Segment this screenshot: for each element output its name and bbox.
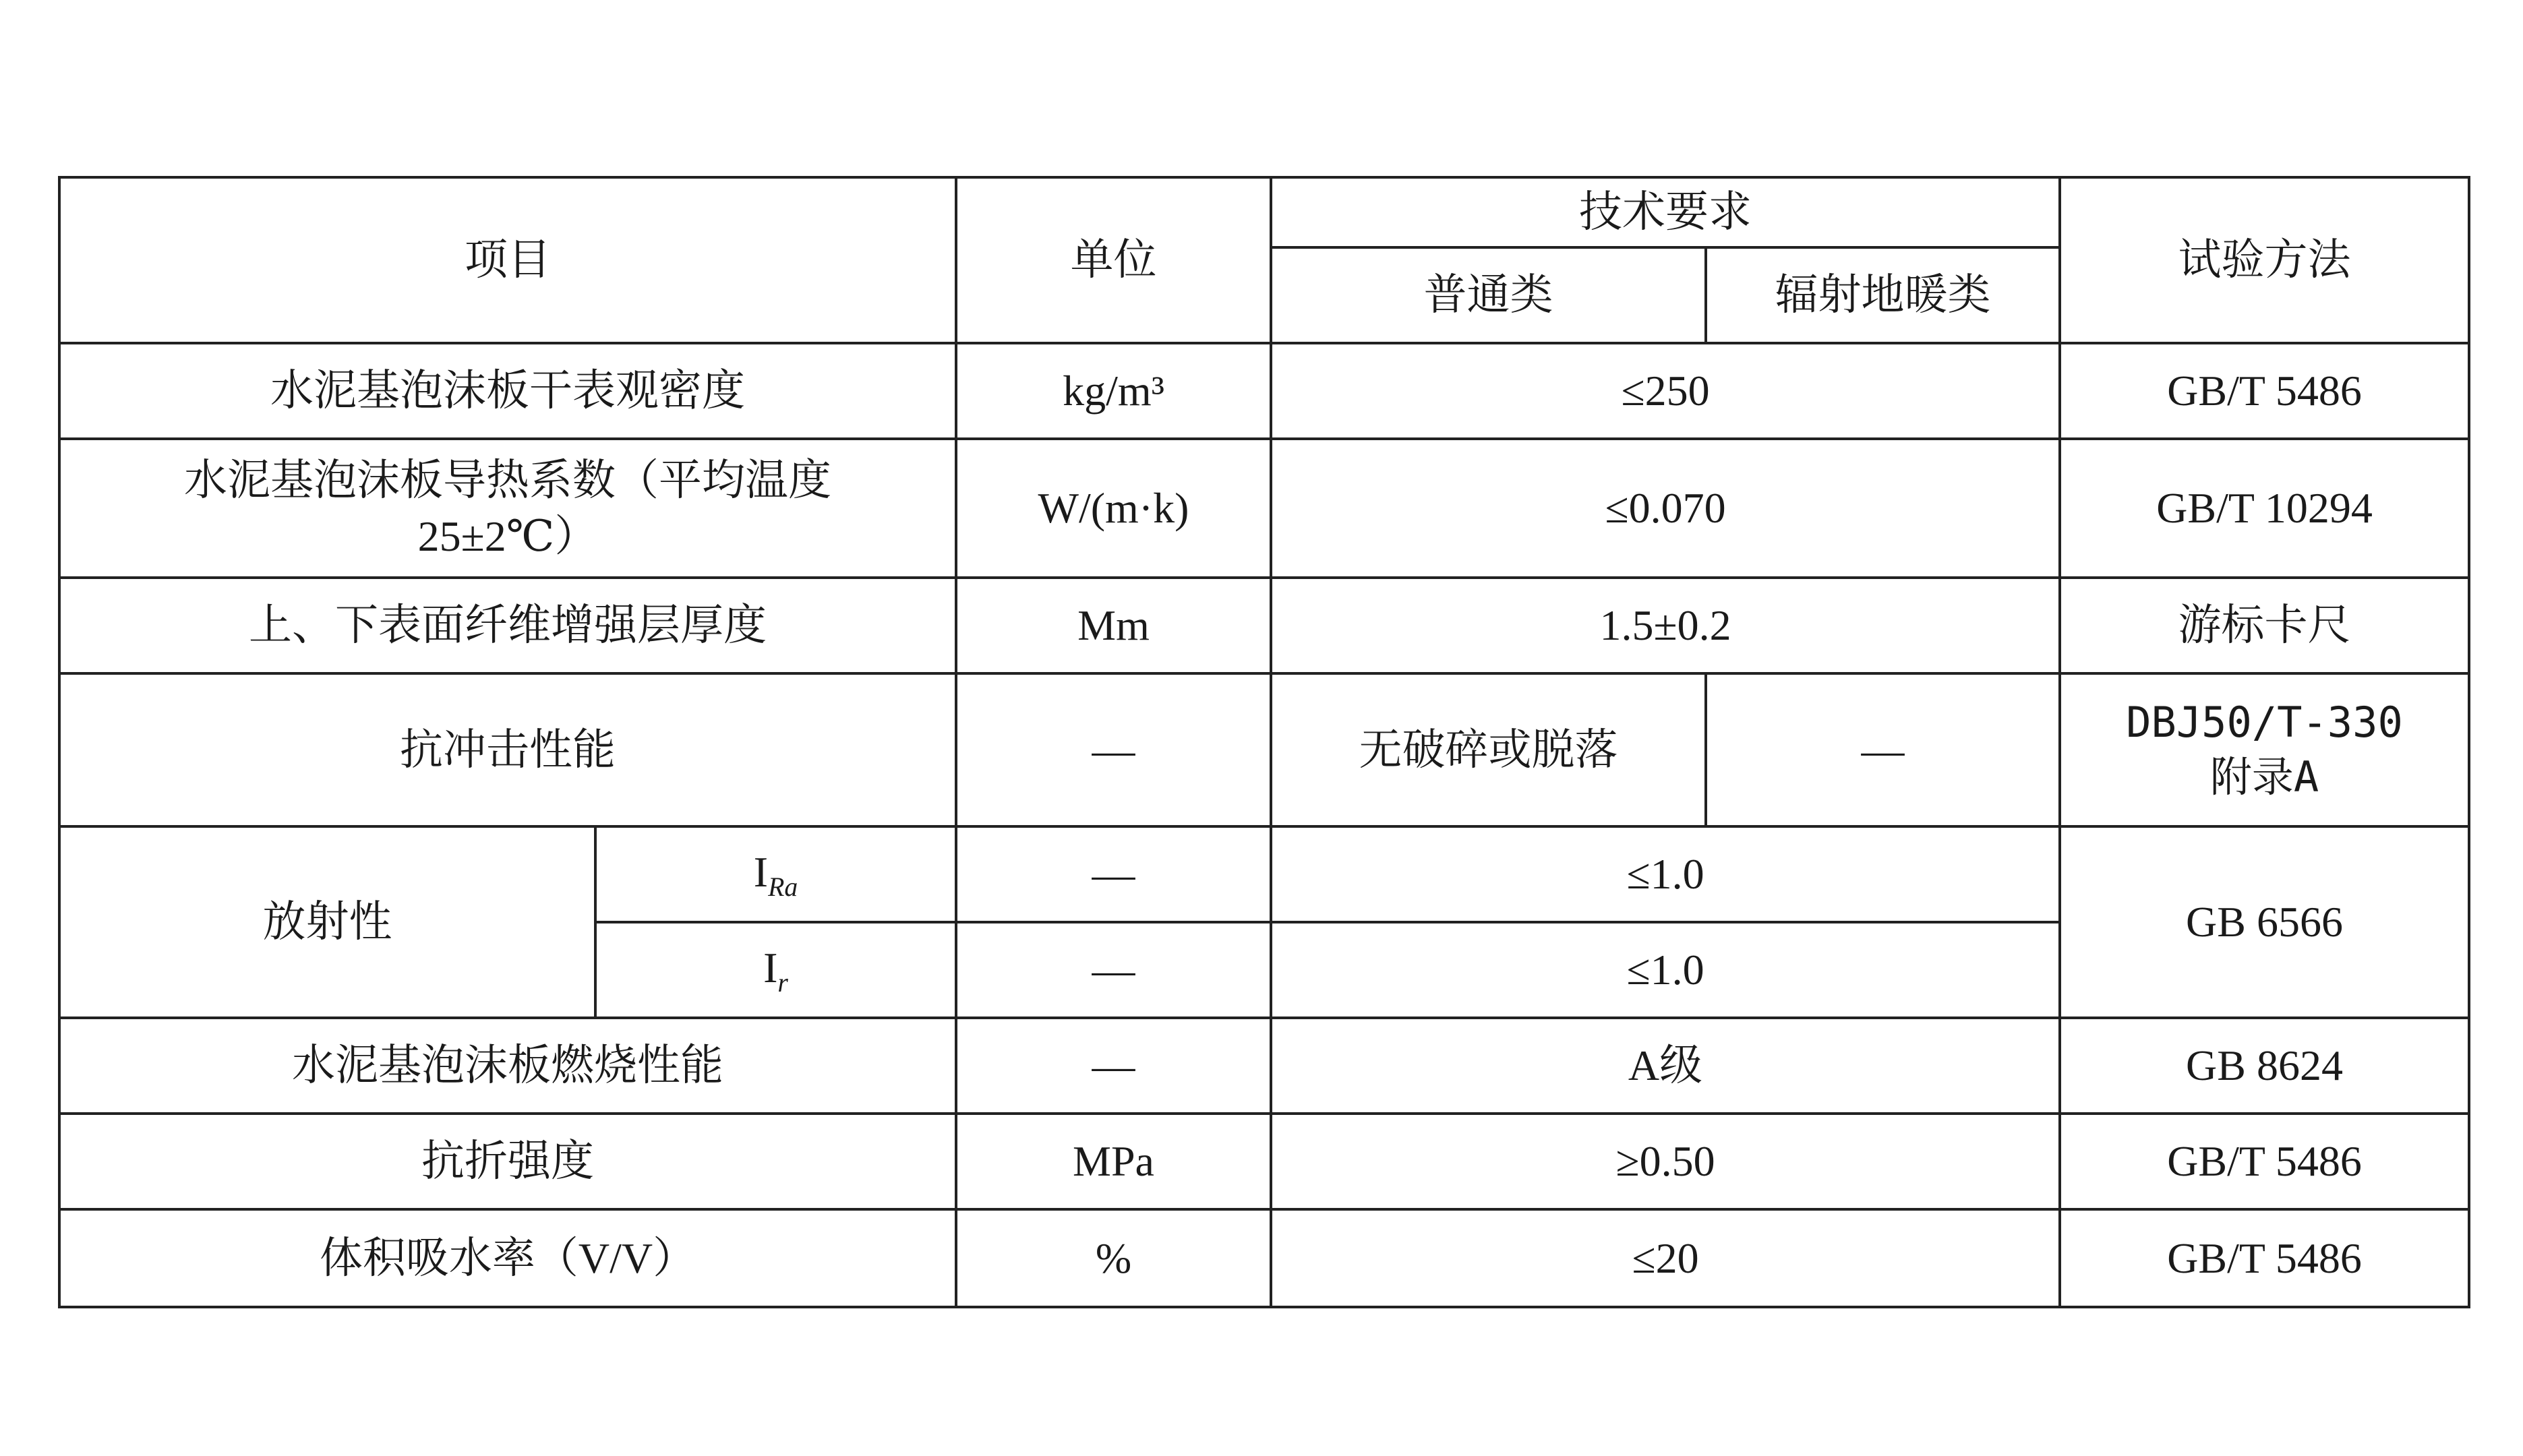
row-unit: —: [956, 673, 1271, 826]
table-row: [59, 578, 2469, 673]
row-requirement: ≤0.070: [1271, 439, 2060, 578]
table-row: [59, 439, 2469, 578]
row-unit: Mm: [956, 578, 1271, 673]
table-row: [59, 826, 2469, 922]
table-row: [59, 673, 2469, 826]
subitem-subscript: Ra: [768, 872, 798, 902]
row-unit: MPa: [956, 1114, 1271, 1209]
row-method: GB 8624: [2060, 1018, 2469, 1114]
row-method: [2060, 673, 2469, 826]
row-requirement: A级: [1271, 1018, 2060, 1114]
row-item: 上、下表面纤维增强层厚度: [59, 578, 956, 673]
table-row: [59, 1018, 2469, 1114]
header-unit: 单位: [956, 177, 1271, 343]
row-method-line1: DBJ50/T-330: [2126, 697, 2403, 747]
row-method-line2: 附录A: [2209, 752, 2319, 801]
row-unit: —: [956, 1018, 1271, 1114]
row-requirement: ≤250: [1271, 343, 2060, 439]
row-item-line1: 水泥基泡沫板导热系数（平均温度: [184, 456, 831, 504]
row-unit: —: [956, 826, 1271, 922]
row-requirement-normal: 无破碎或脱落: [1271, 673, 1706, 826]
row-item: 水泥基泡沫板燃烧性能: [59, 1018, 956, 1114]
header-normal: 普通类: [1271, 247, 1706, 343]
row-item: 体积吸水率（V/V）: [59, 1209, 956, 1307]
row-requirement: ≤1.0: [1271, 922, 2060, 1018]
subitem-symbol: I: [753, 847, 769, 896]
row-method: 游标卡尺: [2060, 578, 2469, 673]
row-requirement: ≤1.0: [1271, 826, 2060, 922]
header-radiant: 辐射地暖类: [1706, 247, 2060, 343]
spec-table: [58, 176, 2470, 1308]
row-unit: —: [956, 922, 1271, 1018]
row-method: GB/T 10294: [2060, 439, 2469, 578]
header-method: 试验方法: [2060, 177, 2469, 343]
row-subitem: [595, 826, 956, 922]
row-method: GB/T 5486: [2060, 343, 2469, 439]
row-subitem: [595, 922, 956, 1018]
header-row: [59, 177, 2469, 247]
row-method: GB/T 5486: [2060, 1114, 2469, 1209]
row-method: GB 6566: [2060, 826, 2469, 1018]
row-item: 抗折强度: [59, 1114, 956, 1209]
header-item: 项目: [59, 177, 956, 343]
subitem-symbol: I: [763, 943, 778, 992]
header-tech-req: 技术要求: [1271, 177, 2060, 247]
row-requirement: 1.5±0.2: [1271, 578, 2060, 673]
row-item-line2: 25±2℃）: [417, 512, 598, 560]
table-row: [59, 1114, 2469, 1209]
row-item: 放射性: [59, 826, 595, 1018]
row-unit: kg/m³: [956, 343, 1271, 439]
row-requirement: ≤20: [1271, 1209, 2060, 1307]
row-unit: %: [956, 1209, 1271, 1307]
row-method: GB/T 5486: [2060, 1209, 2469, 1307]
row-item: 抗冲击性能: [59, 673, 956, 826]
row-item: [59, 439, 956, 578]
table-row: [59, 343, 2469, 439]
table-row: [59, 1209, 2469, 1307]
row-requirement-radiant: —: [1706, 673, 2060, 826]
subitem-subscript: r: [777, 967, 788, 998]
row-requirement: ≥0.50: [1271, 1114, 2060, 1209]
row-item: 水泥基泡沫板干表观密度: [59, 343, 956, 439]
row-unit: W/(m·k): [956, 439, 1271, 578]
